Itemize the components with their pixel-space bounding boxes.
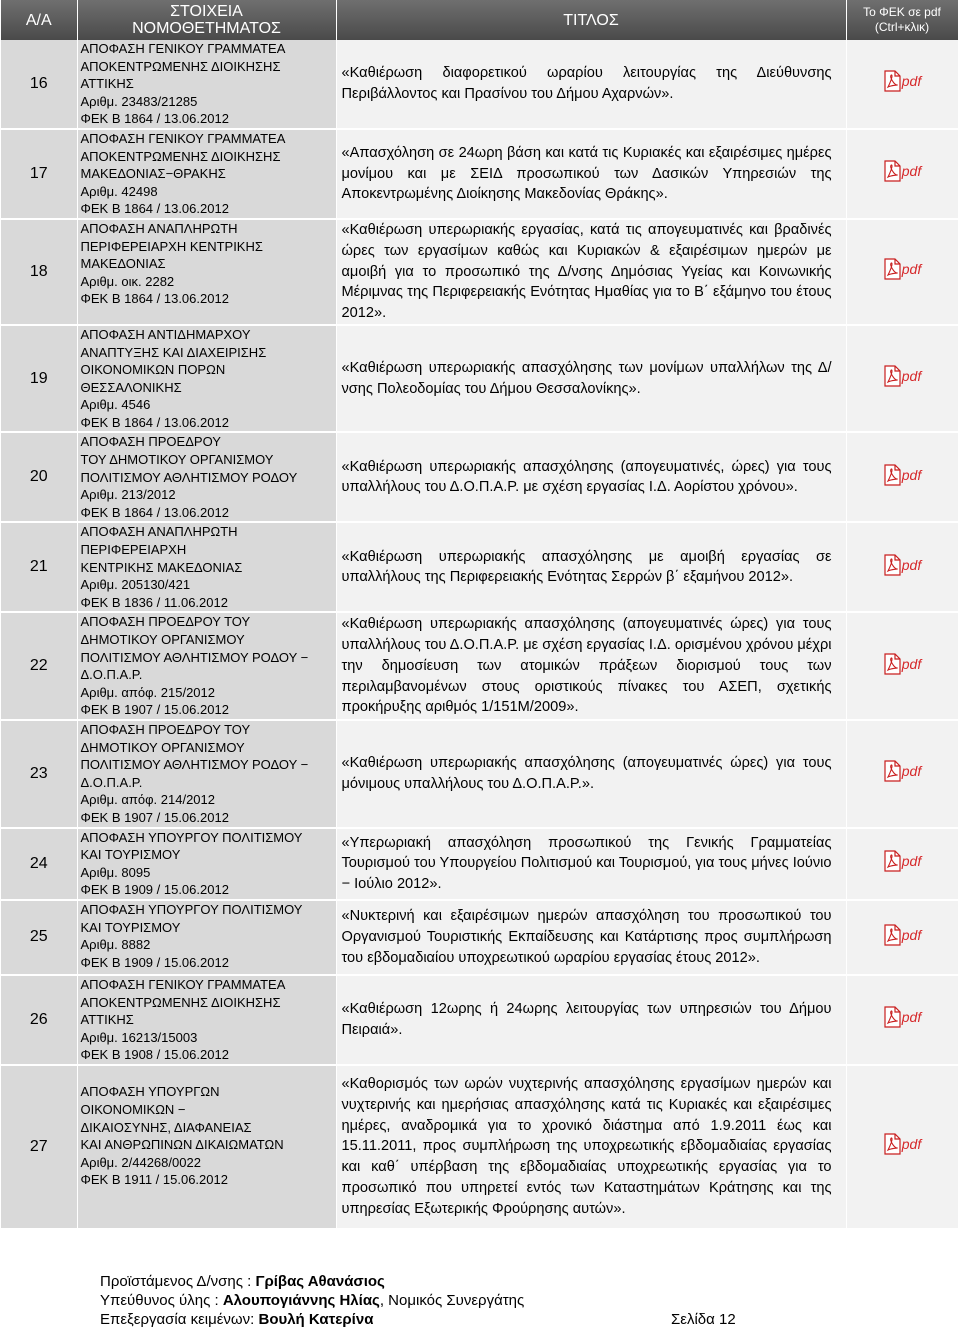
legislation-line: Αριθμ. 213/2012 (80, 487, 176, 503)
header-titlos: ΤΙΤΛΟΣ (336, 0, 846, 40)
adobe-pdf-icon (883, 760, 901, 782)
pdf-cell (846, 325, 958, 433)
pdf-link[interactable] (883, 760, 921, 782)
legislation-line: ΘΕΣΣΑΛΟΝΙΚΗΣ (80, 379, 182, 395)
legislation-line: ΑΠΟΦΑΣΗ ΥΠΟΥΡΓΟΥ ΠΟΛΙΤΙΣΜΟΥ (80, 901, 303, 917)
legislation-line: ΑΠΟΚΕΝΤΡΩΜΕΝΗΣ ΔΙΟΙΚΗΣΗΣ (80, 148, 281, 164)
legislation-line: Αριθμ. οικ. 2282 (80, 273, 175, 289)
legislation-line: ΟΙΚΟΝΟΜΙΚΩΝ − (80, 1102, 186, 1118)
decision-title: «Καθιέρωση 12ωρης ή 24ωρης λειτουργίας των υπηρεσιών του Δήμου Πειραιά». (336, 975, 846, 1065)
pdf-label: pdf (901, 655, 922, 672)
legislation-line: Αριθμ. 8095 (80, 864, 151, 880)
legislation-line: ΦΕΚ Β 1911 / 15.06.2012 (80, 1172, 228, 1188)
pdf-link[interactable] (883, 464, 921, 486)
legislation-details (77, 129, 336, 219)
table-row (1, 432, 958, 522)
row-number: 20 (1, 432, 77, 522)
decision-title: «Απασχόληση σε 24ωρη βάση και κατά τις Κυριακές και εξαιρέσιμες ημέρες μονίμου και με ΣΕΙΔ προσωπικού των Δασικών Υπηρεσιών της Αποκεντρωμένης Διοίκησης Μακεδονίας Θράκης». (336, 129, 846, 219)
pdf-link[interactable] (883, 924, 921, 946)
legislation-line: ΚΑΙ ΤΟΥΡΙΣΜΟΥ (80, 847, 181, 863)
legislation-line: ΠΕΡΙΦΕΡΕΙΑΡΧΗ ΚΕΝΤΡΙΚΗΣ (80, 238, 263, 254)
legislation-line: ΑΠΟΦΑΣΗ ΥΠΟΥΡΓΩΝ (80, 1084, 220, 1100)
row-number: 21 (1, 522, 77, 612)
legislation-line: ΠΟΛΙΤΙΣΜΟΥ ΑΘΛΗΤΙΣΜΟΥ ΡΟΔΟΥ − (80, 757, 309, 773)
adobe-pdf-icon (883, 365, 901, 387)
legislation-details (77, 325, 336, 433)
pdf-link[interactable] (883, 70, 921, 92)
legislation-line: ΦΕΚ Β 1907 / 15.06.2012 (80, 809, 229, 825)
header-stoixeia: ΣΤΟΙΧΕΙΑ ΝΟΜΟΘΕΤΗΜΑΤΟΣ (77, 0, 336, 40)
legislation-line: ΟΙΚΟΝΟΜΙΚΩΝ ΠΟΡΩΝ (80, 362, 226, 378)
footer-line-3: Επεξεργασία κειμένων: Βουλή Κατερίνα (100, 1311, 374, 1328)
legislation-line: ΑΤΤΙΚΗΣ (80, 76, 134, 92)
legislation-line: ΦΕΚ Β 1907 / 15.06.2012 (80, 702, 229, 718)
legislation-line: Αριθμ. 4546 (80, 397, 151, 413)
legislation-line: ΚΑΙ ΤΟΥΡΙΣΜΟΥ (80, 919, 181, 935)
pdf-label: pdf (901, 466, 922, 483)
legislation-line: ΠΟΛΙΤΙΣΜΟΥ ΑΘΛΗΤΙΣΜΟΥ ΡΟΔΟΥ − (80, 649, 309, 665)
pdf-label: pdf (901, 368, 922, 385)
pdf-cell (846, 612, 958, 720)
legislation-details (77, 900, 336, 975)
legislation-details (77, 40, 336, 129)
decision-title: «Καθιέρωση υπερωριακής απασχόλησης (απογευματινές ώρες) για τους υπαλλήλους του Δ.Ο.Π.Α.Ρ. με σχέση εργασίας Ι.Δ. ορισμένου χρόνου μέχρι την δημοσίευση των ατομικών πράξεων διορισμού τους των περιλαμβανομένων στους οριστικούς πίνακες του ΑΣΕΠ, σχετικής προκήρυξης αριθμός 1/151Μ/2009». (336, 612, 846, 720)
legislation-line: ΦΕΚ Β 1864 / 13.06.2012 (80, 414, 229, 430)
pdf-link[interactable] (883, 258, 921, 280)
legislation-line: ΑΤΤΙΚΗΣ (80, 1012, 134, 1028)
legislation-line: ΑΠΟΦΑΣΗ ΥΠΟΥΡΓΟΥ ΠΟΛΙΤΙΣΜΟΥ (80, 829, 303, 845)
table-row (1, 828, 958, 900)
row-number: 24 (1, 828, 77, 900)
legislation-details (77, 522, 336, 612)
table-row (1, 522, 958, 612)
adobe-pdf-icon (883, 258, 901, 280)
pdf-label: pdf (901, 556, 922, 573)
pdf-cell (846, 432, 958, 522)
table-row (1, 612, 958, 720)
adobe-pdf-icon (883, 1133, 901, 1155)
pdf-label: pdf (901, 73, 922, 90)
legislation-line: ΜΑΚΕΔΟΝΙΑΣ−ΘΡΑΚΗΣ (80, 166, 226, 182)
legislation-line: ΑΠΟΦΑΣΗ ΠΡΟΕΔΡΟΥ ΤΟΥ (80, 614, 251, 630)
legislation-line: ΦΕΚ Β 1836 / 11.06.2012 (80, 594, 228, 610)
adobe-pdf-icon (883, 464, 901, 486)
pdf-label: pdf (901, 1136, 922, 1153)
row-number: 17 (1, 129, 77, 219)
legislation-line: ΚΑΙ ΑΝΘΡΩΠΙΝΩΝ ΔΙΚΑΙΩΜΑΤΩΝ (80, 1137, 284, 1153)
pdf-link[interactable] (883, 1133, 921, 1155)
legislation-line: ΑΠΟΦΑΣΗ ΓΕΝΙΚΟΥ ΓΡΑΜΜΑΤΕΑ (80, 976, 286, 992)
decision-title: «Νυκτερινή και εξαιρέσιμων ημερών απασχόληση του προσωπικού του Οργανισμού Τουριστικής Εκπαίδευσης και Κατάρτισης προς συμπλήρωση του εβδομαδιαίου υποχρεωτικού ωραρίου εργασίας έτους 2012». (336, 900, 846, 975)
row-number: 18 (1, 219, 77, 325)
legislation-line: ΑΠΟΚΕΝΤΡΩΜΕΝΗΣ ΔΙΟΙΚΗΣΗΣ (80, 58, 281, 74)
pdf-link[interactable] (883, 850, 921, 872)
legislation-line: ΑΠΟΦΑΣΗ ΠΡΟΕΔΡΟΥ (80, 434, 221, 450)
pdf-link[interactable] (883, 554, 921, 576)
legislation-details (77, 975, 336, 1065)
table-header-row (1, 0, 958, 40)
adobe-pdf-icon (883, 653, 901, 675)
legislation-line: Δ.Ο.Π.Α.Ρ. (80, 667, 143, 683)
legislation-line: ΠΕΡΙΦΕΡΕΙΑΡΧΗ (80, 542, 187, 558)
pdf-cell (846, 975, 958, 1065)
footer-line-2: Υπεύθυνος ύλης : Αλουπογιάννης Ηλίας, Νομικός Συνεργάτης (100, 1292, 525, 1309)
legislation-details (77, 219, 336, 325)
legislation-line: ΔΙΚΑΙΟΣΥΝΗΣ, ΔΙΑΦΑΝΕΙΑΣ (80, 1119, 252, 1135)
pdf-label: pdf (901, 1009, 922, 1026)
adobe-pdf-icon (883, 554, 901, 576)
row-number: 26 (1, 975, 77, 1065)
row-number: 25 (1, 900, 77, 975)
table-row (1, 1065, 958, 1229)
legislation-line: ΦΕΚ Β 1908 / 15.06.2012 (80, 1047, 229, 1063)
pdf-label: pdf (901, 763, 922, 780)
adobe-pdf-icon (883, 70, 901, 92)
legislation-line: ΚΕΝΤΡΙΚΗΣ ΜΑΚΕΔΟΝΙΑΣ (80, 559, 243, 575)
legislation-line: Αριθμ. απόφ. 214/2012 (80, 792, 215, 808)
legislation-line: ΦΕΚ Β 1864 / 13.06.2012 (80, 111, 229, 127)
legislation-line (81, 1066, 336, 1084)
legislation-line: ΦΕΚ Β 1909 / 15.06.2012 (80, 954, 229, 970)
pdf-cell (846, 720, 958, 828)
legislation-line: ΦΕΚ Β 1909 / 15.06.2012 (80, 882, 229, 898)
legislation-line: Δ.Ο.Π.Α.Ρ. (80, 774, 143, 790)
footer (100, 1272, 736, 1329)
pdf-link[interactable] (883, 653, 921, 675)
adobe-pdf-icon (883, 924, 901, 946)
pdf-cell (846, 1065, 958, 1229)
header-num: Α/Α (1, 0, 77, 40)
legislation-line: Αριθμ. 23483/21285 (80, 93, 198, 109)
legislation-line: Αριθμ. απόφ. 215/2012 (80, 684, 215, 700)
table-row (1, 975, 958, 1065)
legislation-line: ΔΗΜΟΤΙΚΟΥ ΟΡΓΑΝΙΣΜΟΥ (80, 632, 245, 648)
decision-title: «Καθιέρωση υπερωριακής απασχόλησης με αμοιβή εργασίας σε υπαλλήλους της Περιφερειακής Ενότητας Σερρών β΄ εξαμήνου 2012». (336, 522, 846, 612)
decision-title: «Καθιέρωση υπερωριακής απασχόλησης (απογευματινές ώρες) για τους μόνιμους υπαλλήλους του Δ.Ο.Π.Α.Ρ.». (336, 720, 846, 828)
pdf-link[interactable] (883, 365, 921, 387)
pdf-label: pdf (901, 853, 922, 870)
decision-title: «Καθιέρωση υπερωριακής εργασίας, κατά τις απογευματινές και βραδινές ώρες των εργασίμων καθώς και Κυριακών & εξαιρέσιμων ημερών με αμοιβή για το προσωπικό της Δ/νσης Δημόσιας Υγείας και Κοινωνικής Μέριμνας της Περιφερειακής Ενότητας Ημαθίας για το Β΄ εξάμηνο του έτους 2012». (336, 219, 846, 325)
legislation-details (77, 432, 336, 522)
legislation-line: ΑΠΟΦΑΣΗ ΑΝΑΠΛΗΡΩΤΗ (80, 220, 238, 236)
legislation-line: Αριθμ. 42498 (80, 183, 158, 199)
legislation-line: ΤΟΥ ΔΗΜΟΤΙΚΟΥ ΟΡΓΑΝΙΣΜΟΥ (80, 452, 274, 468)
legislation-line: Αριθμ. 16213/15003 (80, 1029, 198, 1045)
legislation-line: ΦΕΚ Β 1864 / 13.06.2012 (80, 291, 229, 307)
pdf-cell (846, 40, 958, 129)
table-row (1, 325, 958, 433)
page-number: Σελίδα 12 (671, 1311, 736, 1328)
fek-table (1, 0, 959, 1230)
legislation-line: Αριθμ. 8882 (80, 937, 151, 953)
decision-title: «Καθιέρωση υπερωριακής απασχόλησης (απογευματινές, ώρες) για τους υπαλλήλους του Δ.Ο.Π.Α.Ρ. με σχέση εργασίας Ι.Δ. Αορίστου χρόνου». (336, 432, 846, 522)
footer-line-1: Προϊστάμενος Δ/νσης : Γρίβας Αθανάσιος (100, 1273, 385, 1290)
legislation-line: ΜΑΚΕΔΟΝΙΑΣ (80, 256, 166, 272)
table-row (1, 720, 958, 828)
legislation-line: ΑΠΟΦΑΣΗ ΠΡΟΕΔΡΟΥ ΤΟΥ (80, 721, 251, 737)
legislation-details (77, 828, 336, 900)
table-row (1, 900, 958, 975)
table-row (1, 40, 958, 129)
pdf-cell (846, 219, 958, 325)
legislation-line: Αριθμ. 2/44268/0022 (80, 1154, 201, 1170)
adobe-pdf-icon (883, 160, 901, 182)
legislation-line: ΑΠΟΦΑΣΗ ΓΕΝΙΚΟΥ ΓΡΑΜΜΑΤΕΑ (80, 130, 286, 146)
table-row (1, 219, 958, 325)
legislation-line: ΦΕΚ Β 1864 / 13.06.2012 (80, 201, 229, 217)
legislation-line: ΦΕΚ Β 1864 / 13.06.2012 (80, 504, 229, 520)
pdf-label: pdf (901, 261, 922, 278)
legislation-line: Αριθμ. 205130/421 (80, 577, 191, 593)
legislation-line: ΑΠΟΚΕΝΤΡΩΜΕΝΗΣ ΔΙΟΙΚΗΣΗΣ (80, 994, 281, 1010)
legislation-line: ΔΗΜΟΤΙΚΟΥ ΟΡΓΑΝΙΣΜΟΥ (80, 739, 245, 755)
row-number: 27 (1, 1065, 77, 1229)
row-number: 19 (1, 325, 77, 433)
pdf-cell (846, 522, 958, 612)
decision-title: «Καθιέρωση διαφορετικού ωραρίου λειτουργίας της Διεύθυνσης Περιβάλλοντος και Πρασίνου του Δήμου Αχαρνών». (336, 40, 846, 129)
row-number: 22 (1, 612, 77, 720)
adobe-pdf-icon (883, 1006, 901, 1028)
decision-title: «Καθορισμός των ωρών νυχτερινής απασχόλησης εργασίμων ημερών και νυχτερινής και ημερήσιας απασχόλησης κατά τις Κυριακές και εξαιρέσιμες ημέρες, αναδρομικά για το χρονικό διάστημα από 1.9.2011 έως και 15.11.2011, προς συμπλήρωση της υποχρεωτικής εβδομαδιαίας εργασίας και καθ΄ υπέρβαση της εβδομαδιαίας υποχρεωτικής εργασίας για το προσωπικό που υπηρετεί εντός των Καταστημάτων Κράτησης και της υπηρεσίας Εξωτερικής Φρούρησης αυτών». (336, 1065, 846, 1229)
header-pdf: Το ΦΕΚ σε pdf (Ctrl+κλικ) (846, 0, 958, 40)
pdf-cell (846, 828, 958, 900)
legislation-details (77, 720, 336, 828)
adobe-pdf-icon (883, 850, 901, 872)
pdf-link[interactable] (883, 1006, 921, 1028)
decision-title: «Υπερωριακή απασχόληση προσωπικού της Γενικής Γραμματείας Τουρισμού του Υπουργείου Πολιτισμού και Τουρισμού, για τους μήνες Ιούνιο − Ιούλιο 2012». (336, 828, 846, 900)
legislation-line: ΑΠΟΦΑΣΗ ΑΝΤΙΔΗΜΑΡΧΟΥ (80, 326, 251, 342)
row-number: 23 (1, 720, 77, 828)
legislation-line: ΑΠΟΦΑΣΗ ΓΕΝΙΚΟΥ ΓΡΑΜΜΑΤΕΑ (80, 41, 286, 56)
row-number: 16 (1, 40, 77, 129)
table-row (1, 129, 958, 219)
legislation-line: ΠΟΛΙΤΙΣΜΟΥ ΑΘΛΗΤΙΣΜΟΥ ΡΟΔΟΥ (80, 469, 298, 485)
pdf-cell (846, 129, 958, 219)
decision-title: «Καθιέρωση υπερωριακής απασχόλησης των μονίμων υπαλλήλων της Δ/νσης Πολεοδομίας του Δήμου Θεσσαλονίκης». (336, 325, 846, 433)
legislation-line: ΑΠΟΦΑΣΗ ΑΝΑΠΛΗΡΩΤΗ (80, 524, 238, 540)
legislation-details (77, 612, 336, 720)
pdf-label: pdf (901, 163, 922, 180)
pdf-link[interactable] (883, 160, 921, 182)
legislation-line: ΑΝΑΠΤΥΞΗΣ ΚΑΙ ΔΙΑΧΕΙΡΙΣΗΣ (80, 344, 267, 360)
pdf-label: pdf (901, 926, 922, 943)
legislation-details (77, 1065, 336, 1229)
pdf-cell (846, 900, 958, 975)
